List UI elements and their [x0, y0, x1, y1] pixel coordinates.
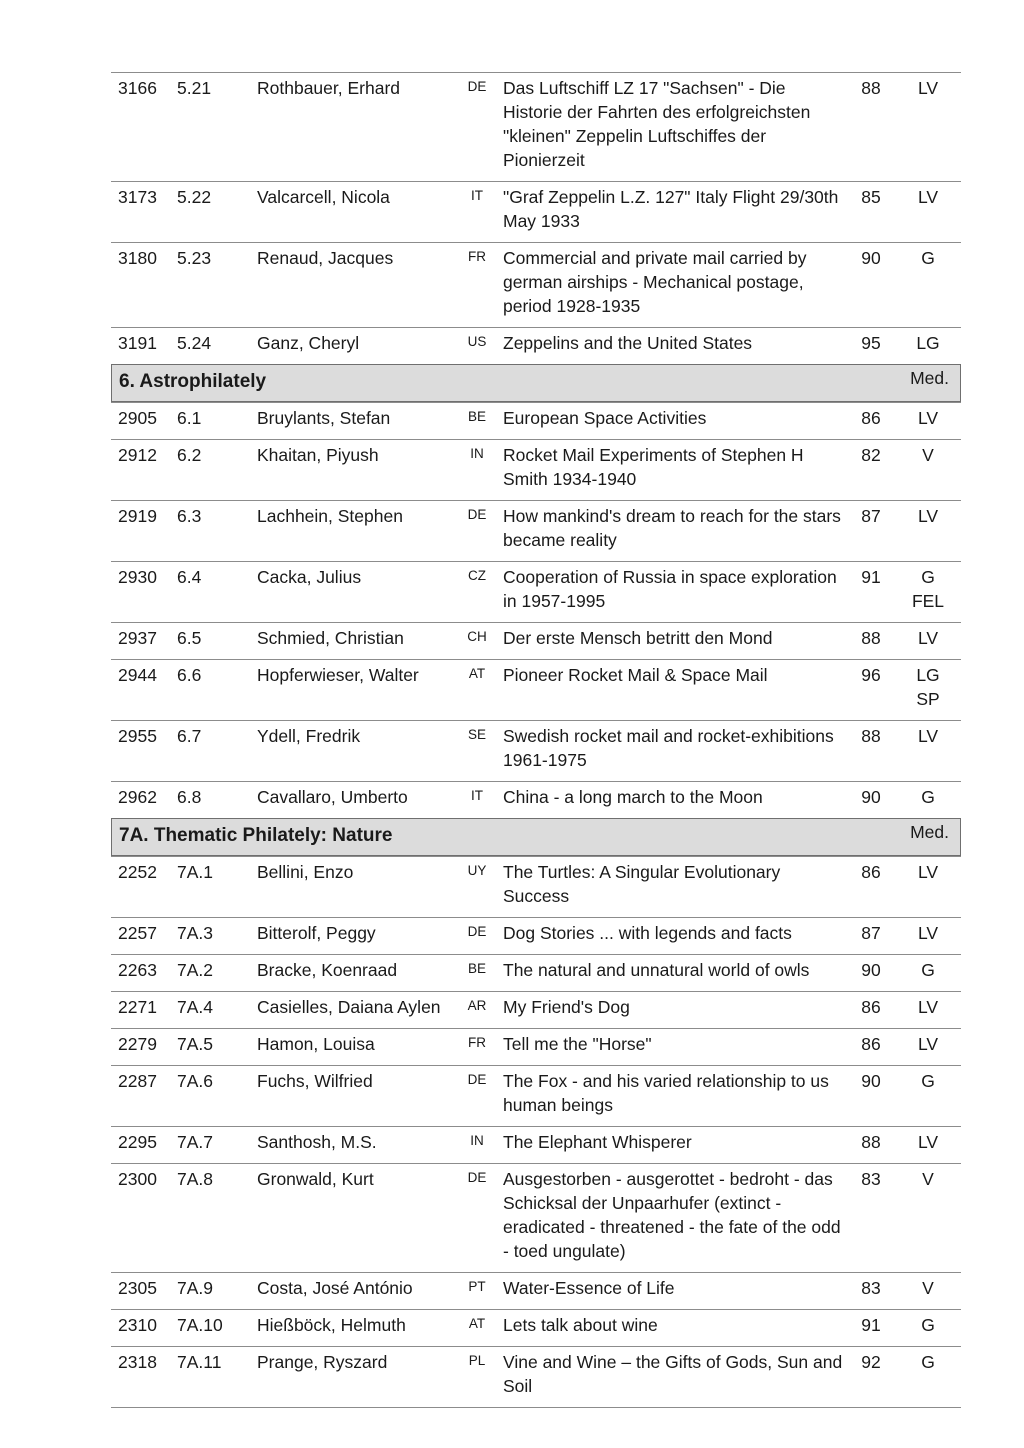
exhibit-title: The natural and unnatural world of owls — [503, 960, 810, 980]
country-code: IN — [470, 446, 484, 461]
exhibitor-name: Costa, José António — [257, 1278, 413, 1298]
medal-value: G — [921, 960, 935, 980]
exhibit-number: 2295 — [118, 1132, 157, 1152]
table-row — [111, 917, 961, 954]
medal — [906, 185, 950, 209]
exhibit-number: 2912 — [118, 445, 157, 465]
exhibit-title: China - a long march to the Moon — [503, 787, 763, 807]
exhibit-title: European Space Activities — [503, 408, 707, 428]
country-code: CH — [467, 629, 487, 644]
exhibit-title: The Fox - and his varied relationship to us human beings — [503, 1071, 829, 1115]
medal — [906, 504, 950, 528]
points: 90 — [861, 248, 881, 268]
medal-value: G — [921, 1352, 935, 1372]
exhibit-number: 2944 — [118, 665, 157, 685]
exhibit-number: 2279 — [118, 1034, 157, 1054]
country-code: UY — [467, 863, 487, 878]
class-number: 5.23 — [177, 248, 212, 268]
exhibit-title: Lets talk about wine — [503, 1315, 658, 1335]
medal-value: LV — [917, 408, 939, 428]
points: 85 — [861, 187, 881, 207]
exhibitor-name: Casielles, Daiana Aylen — [257, 997, 441, 1017]
class-number: 6.3 — [177, 506, 202, 526]
table-row — [111, 1028, 961, 1065]
exhibitor-name: Fuchs, Wilfried — [257, 1071, 373, 1091]
table-row — [111, 439, 961, 500]
section-header — [111, 364, 961, 402]
exhibit-number: 2263 — [118, 960, 157, 980]
medal-value: LV — [917, 78, 939, 98]
medal-value: LG — [916, 333, 940, 353]
medal-value: V — [922, 1169, 934, 1189]
country-code: US — [467, 334, 487, 349]
medal-value: G — [921, 1071, 935, 1091]
medal — [906, 1276, 950, 1300]
exhibit-title: The Turtles: A Singular Evolutionary Success — [503, 862, 781, 906]
exhibitor-name: Rothbauer, Erhard — [257, 78, 401, 98]
exhibit-title: Water-Essence of Life — [503, 1278, 675, 1298]
exhibit-title: Dog Stories ... with legends and facts — [503, 923, 792, 943]
class-number: 6.5 — [177, 628, 202, 648]
exhibitor-name: Renaud, Jacques — [257, 248, 394, 268]
class-number: 6.7 — [177, 726, 202, 746]
medal — [906, 443, 950, 467]
table-row — [111, 856, 961, 917]
points: 90 — [861, 1071, 881, 1091]
country-code: DE — [467, 1072, 487, 1087]
exhibit-number: 2310 — [118, 1315, 157, 1335]
medal-value: G — [921, 1315, 935, 1335]
table-row — [111, 561, 961, 622]
exhibitor-name: Gronwald, Kurt — [257, 1169, 374, 1189]
class-number: 7A.3 — [177, 923, 213, 943]
class-number: 6.4 — [177, 567, 202, 587]
exhibit-number: 2962 — [118, 787, 157, 807]
exhibit-title: Rocket Mail Experiments of Stephen H Smith 1934-1940 — [503, 445, 804, 489]
exhibitor-name: Prange, Ryszard — [257, 1352, 388, 1372]
points: 88 — [861, 726, 881, 746]
medal — [906, 921, 950, 945]
medal-value: G — [921, 248, 935, 268]
exhibitor-name: Schmied, Christian — [257, 628, 404, 648]
exhibit-number: 3180 — [118, 248, 157, 268]
class-number: 7A.8 — [177, 1169, 213, 1189]
table-row — [111, 242, 961, 327]
table-row — [111, 991, 961, 1028]
points: 86 — [861, 1034, 881, 1054]
class-number: 5.22 — [177, 187, 212, 207]
section-header — [111, 818, 961, 856]
country-code: PL — [468, 1353, 486, 1368]
points: 92 — [861, 1352, 881, 1372]
exhibit-number: 2937 — [118, 628, 157, 648]
medal-value: FEL — [911, 591, 945, 611]
class-number: 7A.4 — [177, 997, 213, 1017]
exhibitor-name: Bellini, Enzo — [257, 862, 354, 882]
exhibitor-name: Ydell, Fredrik — [257, 726, 361, 746]
exhibitor-name: Bracke, Koenraad — [257, 960, 398, 980]
country-code: AT — [468, 1316, 486, 1331]
exhibitor-name: Cavallaro, Umberto — [257, 787, 408, 807]
table-row — [111, 954, 961, 991]
exhibit-number: 2287 — [118, 1071, 157, 1091]
medal — [906, 860, 950, 884]
exhibit-number: 2905 — [118, 408, 157, 428]
medal-value: SP — [916, 689, 940, 709]
exhibit-title: Swedish rocket mail and rocket-exhibitions 1961-1975 — [503, 726, 834, 770]
exhibit-title: My Friend's Dog — [503, 997, 630, 1017]
points: 86 — [861, 997, 881, 1017]
medal-value: LV — [917, 997, 939, 1017]
exhibit-title: Tell me the "Horse" — [503, 1034, 652, 1054]
points: 87 — [861, 923, 881, 943]
table-row — [111, 1346, 961, 1408]
table-row — [111, 1309, 961, 1346]
points: 86 — [861, 862, 881, 882]
country-code: DE — [467, 79, 487, 94]
country-code: SE — [467, 727, 486, 742]
class-number: 7A.11 — [177, 1352, 222, 1372]
exhibit-number: 2305 — [118, 1278, 157, 1298]
exhibit-list — [111, 72, 961, 1408]
country-code: IN — [470, 1133, 484, 1148]
points: 87 — [861, 506, 881, 526]
section-title: 7A. Thematic Philately: Nature — [119, 825, 393, 846]
exhibitor-name: Hießböck, Helmuth — [257, 1315, 406, 1335]
country-code: DE — [467, 507, 487, 522]
points: 83 — [861, 1278, 881, 1298]
medal — [906, 1069, 950, 1093]
medal-value: V — [922, 445, 934, 465]
class-number: 7A.5 — [177, 1034, 213, 1054]
table-row — [111, 1126, 961, 1163]
exhibitor-name: Santhosh, M.S. — [257, 1132, 377, 1152]
medal — [906, 724, 950, 748]
exhibit-title: Der erste Mensch betritt den Mond — [503, 628, 773, 648]
country-code: FR — [468, 249, 486, 264]
medal-value: LV — [917, 1132, 939, 1152]
exhibitor-name: Bruylants, Stefan — [257, 408, 391, 428]
points: 83 — [861, 1169, 881, 1189]
medal — [906, 406, 950, 430]
points: 88 — [861, 1132, 881, 1152]
class-number: 7A.9 — [177, 1278, 213, 1298]
medal — [906, 958, 950, 982]
table-row — [111, 781, 961, 818]
exhibit-number: 2257 — [118, 923, 157, 943]
medal — [906, 331, 950, 355]
medal-value: LV — [917, 187, 939, 207]
table-row — [111, 181, 961, 242]
country-code: BE — [467, 409, 486, 424]
medal — [906, 663, 950, 711]
table-row — [111, 402, 961, 439]
medal — [906, 785, 950, 809]
country-code: IT — [471, 788, 483, 803]
points: 88 — [861, 78, 881, 98]
exhibit-number: 2300 — [118, 1169, 157, 1189]
medal-value: V — [922, 1278, 934, 1298]
points: 88 — [861, 628, 881, 648]
exhibit-number: 2955 — [118, 726, 157, 746]
medal — [906, 565, 950, 613]
table-row — [111, 1163, 961, 1272]
exhibit-title: Commercial and private mail carried by german airships - Mechanical postage, period 1928-1935 — [503, 248, 807, 316]
medal — [906, 1313, 950, 1337]
medal — [906, 1032, 950, 1056]
table-row — [111, 659, 961, 720]
section-medal-header: Med. — [910, 822, 949, 842]
points: 95 — [861, 333, 881, 353]
medal-value: G — [921, 787, 935, 807]
class-number: 6.6 — [177, 665, 202, 685]
exhibit-number: 3191 — [118, 333, 157, 353]
class-number: 7A.10 — [177, 1315, 223, 1335]
exhibit-title: Ausgestorben - ausgerottet - bedroht - das Schicksal der Unpaarhufer (extinct - eradicated - threatened - the fate of the odd - toed ungulate) — [503, 1169, 841, 1261]
medal-value: LG — [916, 665, 940, 685]
exhibitor-name: Hamon, Louisa — [257, 1034, 375, 1054]
country-code: BE — [467, 961, 486, 976]
medal-value: LV — [917, 506, 939, 526]
table-row — [111, 720, 961, 781]
medal-value: LV — [917, 923, 939, 943]
points: 82 — [861, 445, 881, 465]
medal-value: LV — [917, 1034, 939, 1054]
points: 90 — [861, 960, 881, 980]
exhibit-title: Zeppelins and the United States — [503, 333, 753, 353]
exhibit-number: 3173 — [118, 187, 157, 207]
exhibitor-name: Cacka, Julius — [257, 567, 362, 587]
country-code: IT — [471, 188, 483, 203]
class-number: 6.2 — [177, 445, 202, 465]
medal-value: LV — [917, 628, 939, 648]
country-code: PT — [468, 1279, 486, 1294]
exhibit-number: 2318 — [118, 1352, 157, 1372]
section-medal-header: Med. — [910, 368, 949, 388]
medal-value: LV — [917, 726, 939, 746]
exhibitor-name: Lachhein, Stephen — [257, 506, 403, 526]
medal — [906, 76, 950, 100]
section-title: 6. Astrophilately — [119, 371, 267, 392]
exhibitor-name: Bitterolf, Peggy — [257, 923, 376, 943]
exhibitor-name: Khaitan, Piyush — [257, 445, 379, 465]
exhibitor-name: Ganz, Cheryl — [257, 333, 360, 353]
country-code: DE — [467, 1170, 487, 1185]
points: 91 — [861, 567, 881, 587]
medal — [906, 1167, 950, 1191]
class-number: 6.1 — [177, 408, 202, 428]
points: 90 — [861, 787, 881, 807]
medal — [906, 246, 950, 270]
exhibit-number: 2919 — [118, 506, 157, 526]
country-code: CZ — [468, 568, 486, 583]
medal-value: LV — [917, 862, 939, 882]
table-row — [111, 500, 961, 561]
table-row — [111, 327, 961, 364]
exhibit-number: 2252 — [118, 862, 157, 882]
points: 96 — [861, 665, 881, 685]
exhibit-number: 2271 — [118, 997, 157, 1017]
medal — [906, 995, 950, 1019]
exhibit-title: "Graf Zeppelin L.Z. 127" Italy Flight 29/30th May 1933 — [503, 187, 839, 231]
class-number: 7A.2 — [177, 960, 213, 980]
medal — [906, 626, 950, 650]
exhibit-title: The Elephant Whisperer — [503, 1132, 692, 1152]
exhibit-title: How mankind's dream to reach for the stars became reality — [503, 506, 841, 550]
class-number: 7A.1 — [177, 862, 213, 882]
exhibit-title: Vine and Wine – the Gifts of Gods, Sun and Soil — [503, 1352, 843, 1396]
class-number: 7A.6 — [177, 1071, 213, 1091]
exhibit-title: Das Luftschiff LZ 17 "Sachsen" - Die Historie der Fahrten des erfolgreichsten "kleinen" Zeppelin Luftschiffes der Pionierzeit — [503, 78, 811, 170]
country-code: DE — [467, 924, 487, 939]
medal-value: G — [921, 567, 935, 587]
country-code: AR — [467, 998, 487, 1013]
table-row — [111, 622, 961, 659]
table-row — [111, 1065, 961, 1126]
exhibit-number: 2930 — [118, 567, 157, 587]
table-row — [111, 72, 961, 181]
country-code: AT — [468, 666, 486, 681]
points: 86 — [861, 408, 881, 428]
medal — [906, 1130, 950, 1154]
medal — [906, 1350, 950, 1374]
points: 91 — [861, 1315, 881, 1335]
exhibit-title: Cooperation of Russia in space exploration in 1957-1995 — [503, 567, 837, 611]
class-number: 7A.7 — [177, 1132, 213, 1152]
country-code: FR — [468, 1035, 486, 1050]
exhibitor-name: Hopferwieser, Walter — [257, 665, 419, 685]
exhibitor-name: Valcarcell, Nicola — [257, 187, 390, 207]
class-number: 5.21 — [177, 78, 212, 98]
exhibit-title: Pioneer Rocket Mail & Space Mail — [503, 665, 768, 685]
exhibit-number: 3166 — [118, 78, 157, 98]
table-row — [111, 1272, 961, 1309]
class-number: 6.8 — [177, 787, 202, 807]
class-number: 5.24 — [177, 333, 212, 353]
